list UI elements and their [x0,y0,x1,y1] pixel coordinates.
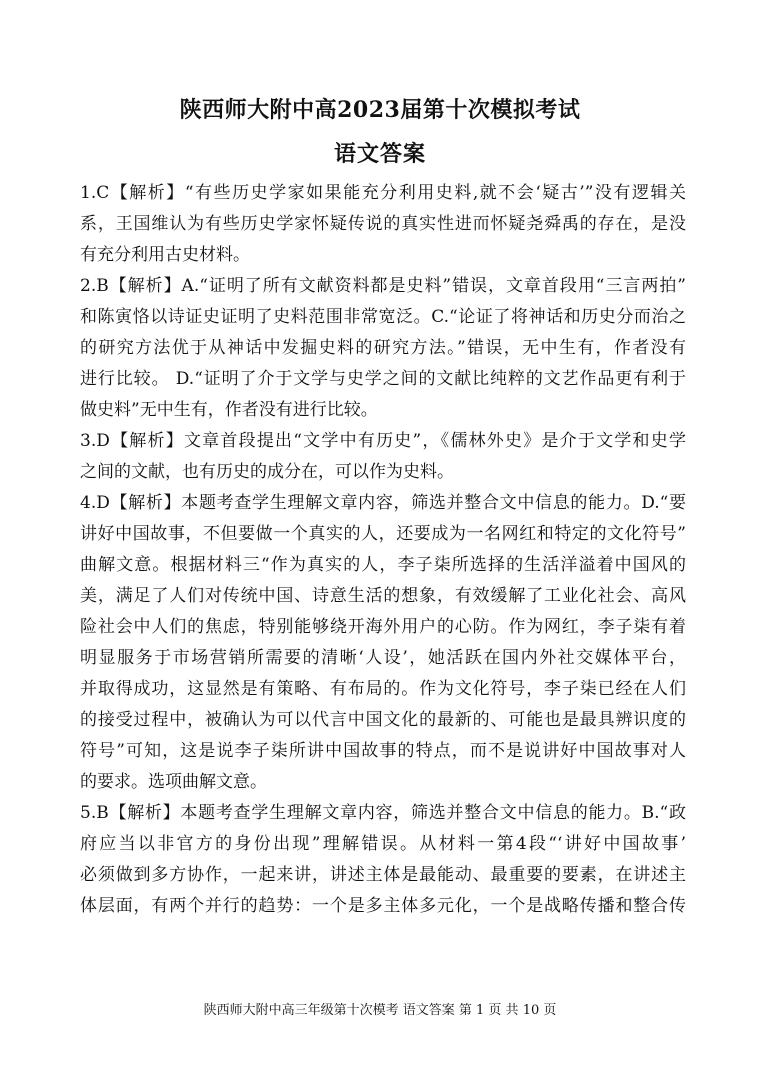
text-line: 5.B【解析】本题考查学生理解文章内容，筛选并整合文中信息的能力。B.“政 [80,803,686,823]
text-line: 系，王国维认为有些历史学家怀疑传说的真实性进而怀疑尧舜禹的存在，是没 [80,214,686,234]
document-subtitle: 语文答案 [333,141,426,167]
text-line: 讲好中国故事，不但要做一个真实的人，还要成为一名网红和特定的文化符号” [80,524,686,544]
text-line: 体层面，有两个并行的趋势：一个是多主体多元化，一个是战略传播和整合传 [80,896,686,916]
text-line: 和陈寅恪以诗证史证明了史料范围非常宽泛。C.“论证了将神话和历史分而治之 [80,307,686,327]
text-line: 进行比较。 D.“证明了介于文学与史学之间的文献比纯粹的文艺作品更有利于 [80,369,686,389]
text-line: 之间的文献，也有历史的成分在，可以作为史料。 [80,462,454,482]
text-line: 明显服务于市场营销所需要的清晰‘人设’，她活跃在国内外社交媒体平台， [80,648,686,668]
text-line: 1.C【解析】“有些历史学家如果能充分利用史料,就不会‘疑古’”没有逻辑关 [80,183,686,203]
text-line: 必须做到多方协作，一起来讲，讲述主体是最能动、最重要的要素，在讲述主 [80,865,686,885]
page-footer: 陕西师大附中高三年级第十次模考 语文答案 第 1 页 共 10 页 [203,1003,557,1018]
text-line: 符号”可知，这是说李子柒所讲中国故事的特点，而不是说讲好中国故事对人 [80,741,686,761]
text-line: 曲解文意。根据材料三“作为真实的人，李子柒所选择的生活洋溢着中国风的 [80,555,686,575]
text-line: 并取得成功，这显然是有策略、有布局的。作为文化符号，李子柒已经在人们 [80,679,686,699]
text-line: 险社会中人们的焦虑，特别能够绕开海外用户的心防。作为网红，李子柒有着 [80,617,686,637]
text-line: 的研究方法优于从神话中发掘史料的研究方法。”错误，无中生有，作者没有 [80,338,686,358]
text-line: 有充分利用古史材料。 [80,245,250,265]
text-line: 的接受过程中，被确认为可以代言中国文化的最新的、可能也是最具辨识度的 [80,710,686,730]
text-line: 美，满足了人们对传统中国、诗意生活的想象，有效缓解了工业化社会、高风 [80,586,686,606]
text-line: 做史料”无中生有，作者没有进行比较。 [80,400,378,420]
document-title: 陕西师大附中高2023届第十次模拟考试 [179,97,581,123]
text-line: 4.D【解析】本题考查学生理解文章内容，筛选并整合文中信息的能力。D.“要 [80,493,686,513]
text-line: 2.B【解析】A.“证明了所有文献资料都是史料”错误，文章首段用“三言两拍” [80,276,686,296]
text-line: 府应当以非官方的身份出现”理解错误。从材料一第4段“‘讲好中国故事’ [80,834,686,854]
text-line: 的要求。选项曲解文意。 [80,772,267,792]
answer-body [80,178,686,922]
text-line: 3.D【解析】文章首段提出“文学中有历史”，《儒林外史》是介于文学和史学 [80,431,686,451]
